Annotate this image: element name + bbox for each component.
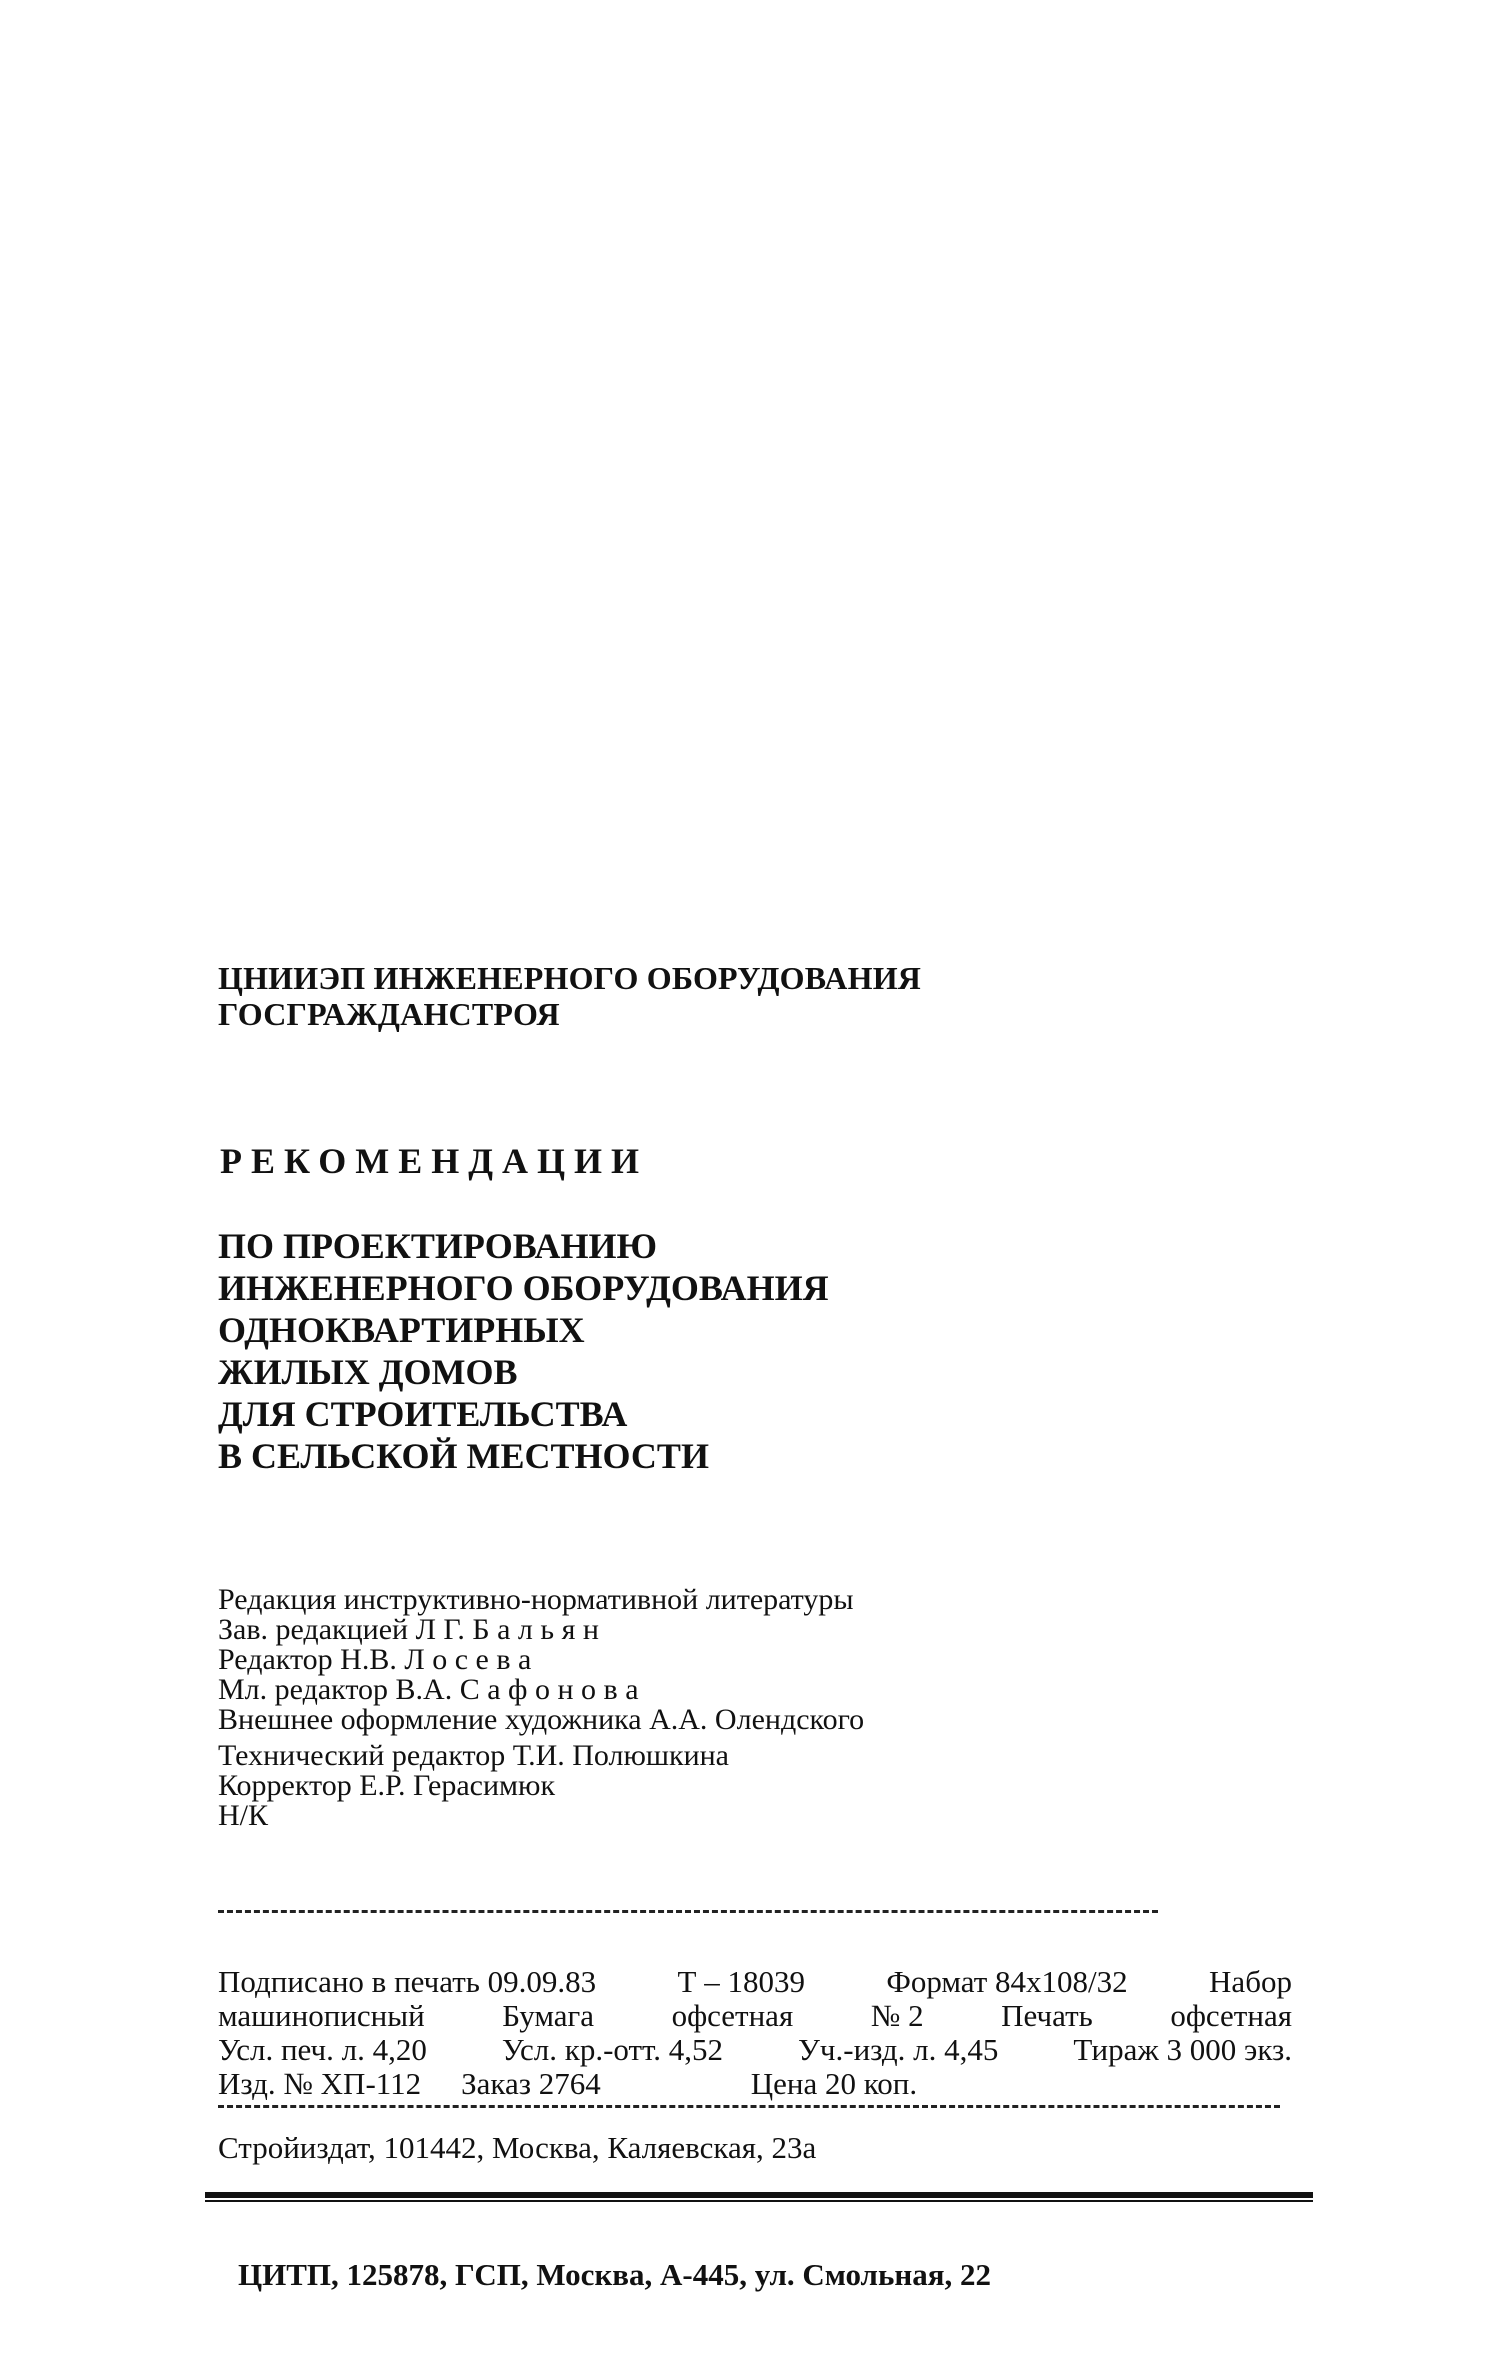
- dashed-divider-top: [218, 1910, 1158, 1913]
- title-line: ДЛЯ СТРОИТЕЛЬСТВА: [218, 1394, 628, 1434]
- title-line: ИНЖЕНЕРНОГО ОБОРУДОВАНИЯ: [218, 1268, 829, 1308]
- print-row: [218, 1999, 1292, 2033]
- title-line: ПО ПРОЕКТИРОВАНИЮ: [218, 1226, 657, 1266]
- print-field: Уч.-изд. л. 4,45: [797, 2032, 999, 2067]
- credit-line: Н/К: [218, 1799, 269, 1832]
- print-row: [218, 2033, 1292, 2067]
- print-field: Набор: [1209, 1964, 1292, 1999]
- print-field: Бумага: [502, 1998, 594, 2033]
- print-field: Печать: [1001, 1998, 1093, 2033]
- printer-address: ЦИТП, 125878, ГСП, Москва, А-445, ул. Смольная, 22: [238, 2257, 991, 2292]
- print-row: [218, 2067, 1292, 2101]
- credit-line: Зав. редакцией Л Г. Б а л ь я н: [218, 1613, 599, 1646]
- print-field: Подписано в печать 09.09.83: [218, 1964, 597, 1999]
- print-field: Изд. № ХП-112: [218, 2066, 422, 2101]
- print-field: Усл. кр.-отт. 4,52: [501, 2032, 724, 2067]
- credit-line: Редактор Н.В. Л о с е в а: [218, 1643, 532, 1676]
- print-field: Тираж 3 000 экз.: [1073, 2032, 1292, 2067]
- print-field: Цена 20 коп.: [750, 2066, 918, 2101]
- print-row: [218, 1965, 1292, 1999]
- rule-thin: [205, 2200, 1313, 2202]
- print-field: Усл. печ. л. 4,20: [218, 2032, 427, 2067]
- credit-line: Редакция инструктивно-нормативной литературы: [218, 1583, 854, 1616]
- document-heading: РЕКОМЕНДАЦИИ: [220, 1141, 648, 1181]
- document-title: [218, 1225, 829, 1477]
- credit-line: Технический редактор Т.И. Полюшкина: [218, 1739, 729, 1772]
- organization-line-2: ГОСГРАЖДАНСТРОЯ: [218, 996, 560, 1032]
- print-field: № 2: [870, 1998, 924, 2033]
- title-line: В СЕЛЬСКОЙ МЕСТНОСТИ: [218, 1436, 709, 1476]
- title-line: ЖИЛЫХ ДОМОВ: [218, 1352, 518, 1392]
- print-field: Формат 84x108/32: [886, 1964, 1128, 1999]
- print-field: офсетная: [671, 1998, 794, 2033]
- print-info-block: [218, 1965, 1292, 2101]
- print-field: Т – 18039: [677, 1964, 805, 1999]
- credit-line: Мл. редактор В.А. С а ф о н о в а: [218, 1673, 639, 1706]
- print-field: Заказ 2764: [461, 2066, 601, 2101]
- organization-line-1: ЦНИИЭП ИНЖЕНЕРНОГО ОБОРУДОВАНИЯ: [218, 960, 922, 996]
- print-field: офсетная: [1170, 1998, 1292, 2033]
- credit-line: Корректор Е.Р. Герасимюк: [218, 1769, 556, 1802]
- rule-thick: [205, 2192, 1313, 2198]
- print-field: машинописный: [218, 1998, 425, 2033]
- editorial-credits: [218, 1585, 864, 1831]
- organization-block: [218, 960, 921, 1032]
- publisher-address: Стройиздат, 101442, Москва, Каляевская, 23а: [218, 2130, 817, 2165]
- credit-line: Внешнее оформление художника А.А. Олендского: [218, 1703, 865, 1736]
- title-line: ОДНОКВАРТИРНЫХ: [218, 1310, 585, 1350]
- dashed-divider-bottom: [218, 2105, 1280, 2108]
